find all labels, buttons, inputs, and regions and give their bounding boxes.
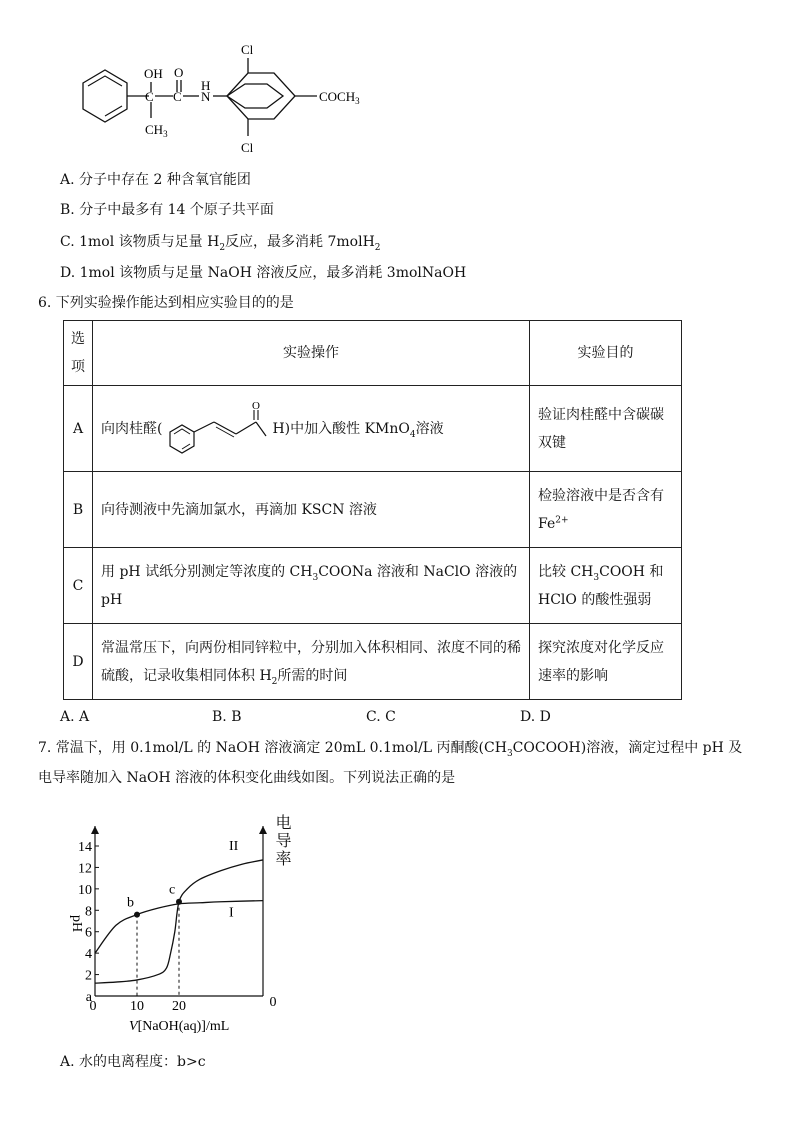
table-row: [64, 548, 682, 624]
q5-option-b: B. 分子中最多有 14 个原子共平面: [60, 202, 274, 218]
y2-axis-arrow: [259, 826, 267, 834]
q6-stem: 6. 下列实验操作能达到相应实验目的的是: [38, 295, 294, 311]
q6-answer-c: C. C: [366, 709, 396, 725]
row-purpose: 检验溶液中是否含有 $Fe^{2+}$: [530, 472, 682, 548]
q6-answer-b: B. B: [212, 709, 242, 725]
molecule-structure: [55, 40, 395, 170]
series-label-I: I: [229, 905, 234, 921]
row-option: D: [64, 624, 93, 700]
chart-series: [95, 839, 263, 983]
y-tick-label: 10: [78, 882, 92, 898]
svg-text:O: O: [252, 401, 261, 412]
row-option: B: [64, 472, 93, 548]
y2-axis-label: 电导率: [273, 814, 292, 868]
table-row: [64, 386, 682, 472]
y-tick-label: 2: [85, 968, 92, 984]
mol-c2-label: C: [173, 89, 182, 104]
table-row: [64, 624, 682, 700]
y-tick-label: 8: [85, 904, 92, 920]
q7-stem-line1: 7. 常温下，用 0.1mol/L 的 NaOH 溶液滴定 20mL 0.1mol/L 丙酮酸$(CH_3COCOOH)$溶液，滴定过程中 pH 及: [38, 740, 743, 759]
row-purpose: 比较 $CH_3COOH$ 和 HClO 的酸性强弱: [530, 548, 682, 624]
q7-option-a: A. 水的电离程度：b>c: [60, 1054, 206, 1070]
y2-origin-label: 0: [269, 995, 277, 1010]
y-axis-arrow: [91, 826, 99, 834]
row-operation: 常温常压下，向两份相同锌粒中，分别加入体积相同、浓度不同的稀硫酸，记录收集相同体积 $H_2$所需的时间: [93, 624, 530, 700]
mol-ch3-label: $CH_3$: [145, 122, 168, 139]
table-row: [64, 472, 682, 548]
series-label-II: II: [229, 838, 239, 854]
chart-axes: [78, 826, 277, 1014]
table-header-row: [64, 321, 682, 386]
q5-option-c: C. 1mol 该物质与足量 $H_2$反应，最多消耗 7molH$_2$: [60, 234, 381, 253]
point-c: [176, 899, 182, 905]
point-label-b: b: [127, 895, 134, 911]
row-operation: 向待测液中先滴加氯水，再滴加 KSCN 溶液: [93, 472, 530, 548]
x-axis-label: V[NaOH(aq)]/mL: [129, 1019, 230, 1034]
row-operation: 向肉桂醛( O H)中加入酸性 KMnO$_4$溶液: [93, 386, 530, 472]
mol-n-label: N: [201, 89, 211, 104]
row-operation: 用 pH 试纸分别测定等浓度的 $CH_3COONa$ 溶液和 NaClO 溶液的 pH: [93, 548, 530, 624]
q5-option-d: D. 1mol 该物质与足量 NaOH 溶液反应，最多消耗 3molNaOH: [60, 265, 467, 281]
x-origin-label: 0: [89, 999, 97, 1014]
point-b: [134, 912, 140, 918]
mol-oh-label: OH: [144, 66, 163, 81]
mol-cl-bottom-label: Cl: [241, 140, 254, 155]
row-option: C: [64, 548, 93, 624]
y-tick-label: 6: [85, 925, 92, 941]
y-tick-label: 4: [85, 947, 92, 963]
q6-answer-d: D. D: [520, 709, 551, 725]
mol-cl-top-label: Cl: [241, 42, 254, 57]
mol-c-label: C: [145, 89, 154, 104]
q6-answer-a: A. A: [60, 709, 90, 725]
point-label-c: c: [169, 882, 176, 898]
x-tick-label: 10: [130, 999, 144, 1014]
q7-stem-line2: 电导率随加入 NaOH 溶液的体积变化曲线如图。下列说法正确的是: [38, 770, 456, 786]
row-purpose: 探究浓度对化学反应速率的影响: [530, 624, 682, 700]
mol-coch3-label: $COCH_3$: [319, 89, 360, 106]
header-option: 选 项: [64, 321, 93, 386]
q5-option-a: A. 分子中存在 2 种含氧官能团: [60, 172, 251, 188]
y-axis-label: pH: [69, 915, 84, 933]
y-tick-label: 12: [78, 861, 92, 877]
row-purpose: 验证肉桂醛中含碳碳双键: [530, 386, 682, 472]
mol-o-label: O: [174, 65, 184, 80]
q6-table: [63, 320, 682, 700]
x-tick-label: 20: [172, 999, 186, 1014]
row-option: A: [64, 386, 93, 472]
header-purpose: 实验目的: [530, 321, 682, 386]
y-tick-label: 14: [78, 840, 92, 855]
header-operation: 实验操作: [93, 321, 530, 386]
cinnamaldehyde-structure: [162, 402, 272, 456]
a-label: a: [85, 990, 92, 1006]
mol-h-label: H: [201, 78, 211, 93]
